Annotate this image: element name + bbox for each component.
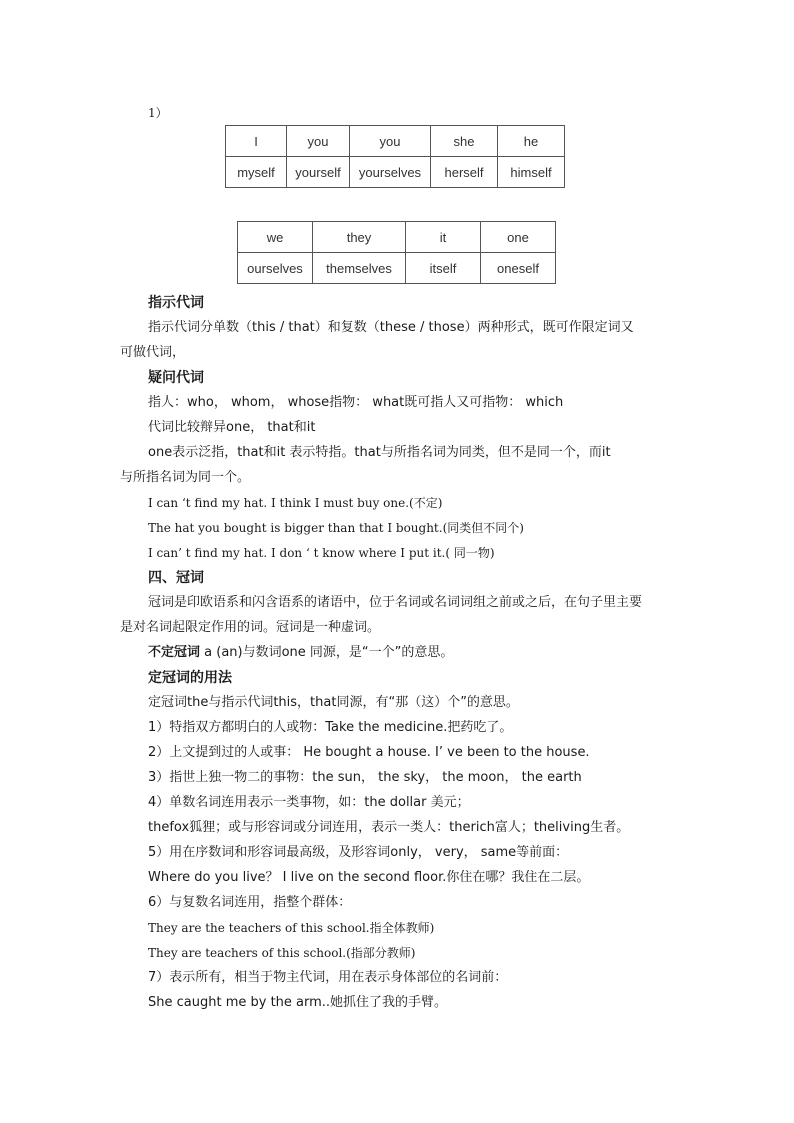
table-cell: I <box>226 126 287 157</box>
table-cell: himself <box>498 157 565 188</box>
inline-heading: 不定冠词 <box>148 645 201 660</box>
section-heading: 四、冠词 <box>148 570 204 586</box>
text-line: one表示泛指，that和it 表示特指。that与所指名词为同类，但不是同一个，而it <box>148 445 611 460</box>
text-line: 与所指名词为同一个。 <box>120 470 251 485</box>
table-row <box>238 253 556 284</box>
table-cell: he <box>498 126 565 157</box>
table-cell: itself <box>406 253 481 284</box>
text-line: 2）上文提到过的人或事： He bought a house. I’ ve been to the house. <box>148 745 590 760</box>
text-line: 5）用在序数词和形容词最高级，及形容词only， very， same等前面： <box>148 845 569 860</box>
text-line: Where do you live？ I live on the second floor.你住在哪？我住在二层。 <box>148 870 590 885</box>
table-row <box>226 126 565 157</box>
section-heading: 指示代词 <box>148 295 204 311</box>
text-line: 可做代词， <box>120 345 186 360</box>
table-cell: yourselves <box>350 157 431 188</box>
text-line: 3）指世上独一物二的事物：the sun， the sky， the moon， the earth <box>148 770 582 785</box>
table-cell: yourself <box>287 157 350 188</box>
text-line: 冠词是印欧语系和闪含语系的诸语中，位于名词或名词词组之前或之后，在句子里主要 <box>148 595 643 610</box>
table-cell: myself <box>226 157 287 188</box>
text-line: I can’ t find my hat. I don ‘ t know where I put it.( 同一物) <box>148 546 495 560</box>
text-line: They are teachers of this school.(指部分教师) <box>148 946 416 960</box>
text-line: 6）与复数名词连用，指整个群体： <box>148 895 352 910</box>
inline-text: a (an)与数词one 同源，是“一个”的意思。 <box>200 645 454 660</box>
pronoun-table-1 <box>225 125 565 188</box>
table-row <box>238 222 556 253</box>
text-line: 是对名词起限定作用的词。冠词是一种虚词。 <box>120 620 381 635</box>
text-line: 4）单数名词连用表示一类事物，如：the dollar 美元； <box>148 795 470 810</box>
text-line: thefox狐狸；或与形容词或分词连用，表示一类人：therich富人；theliving生者。 <box>148 820 630 835</box>
table-cell: it <box>406 222 481 253</box>
table-cell: they <box>313 222 406 253</box>
table-cell: we <box>238 222 313 253</box>
text-line: 指人：who， whom， whose指物： what既可指人又可指物： which <box>148 395 564 410</box>
pronoun-table-2 <box>237 221 556 284</box>
list-marker: 1） <box>148 106 168 120</box>
section-heading: 定冠词的用法 <box>148 670 232 686</box>
table-cell: themselves <box>313 253 406 284</box>
text-line <box>148 644 453 662</box>
table-cell: herself <box>431 157 498 188</box>
text-line: They are the teachers of this school.指全体教师) <box>148 921 435 935</box>
table-row <box>226 157 565 188</box>
text-line: The hat you bought is bigger than that I bought.(同类但不同个) <box>148 521 524 535</box>
table-cell: you <box>287 126 350 157</box>
text-line: 定冠词the与指示代词this，that同源，有“那（这）个”的意思。 <box>148 695 519 710</box>
text-line: 指示代词分单数（this / that）和复数（these / those）两种形式，既可作限定词又 <box>148 320 634 335</box>
table-cell: ourselves <box>238 253 313 284</box>
table-cell: she <box>431 126 498 157</box>
text-line: 7）表示所有，相当于物主代词，用在表示身体部位的名词前： <box>148 970 508 985</box>
table-cell: one <box>481 222 556 253</box>
table-cell: you <box>350 126 431 157</box>
table-cell: oneself <box>481 253 556 284</box>
text-line: 1）特指双方都明白的人或物：Take the medicine.把药吃了。 <box>148 720 513 735</box>
text-line: She caught me by the arm..她抓住了我的手臂。 <box>148 995 448 1010</box>
section-heading: 疑问代词 <box>148 370 204 386</box>
text-line: 代词比较辩异one， that和it <box>148 420 316 435</box>
text-line: I can ‘t find my hat. I think I must buy one.(不定) <box>148 496 443 510</box>
